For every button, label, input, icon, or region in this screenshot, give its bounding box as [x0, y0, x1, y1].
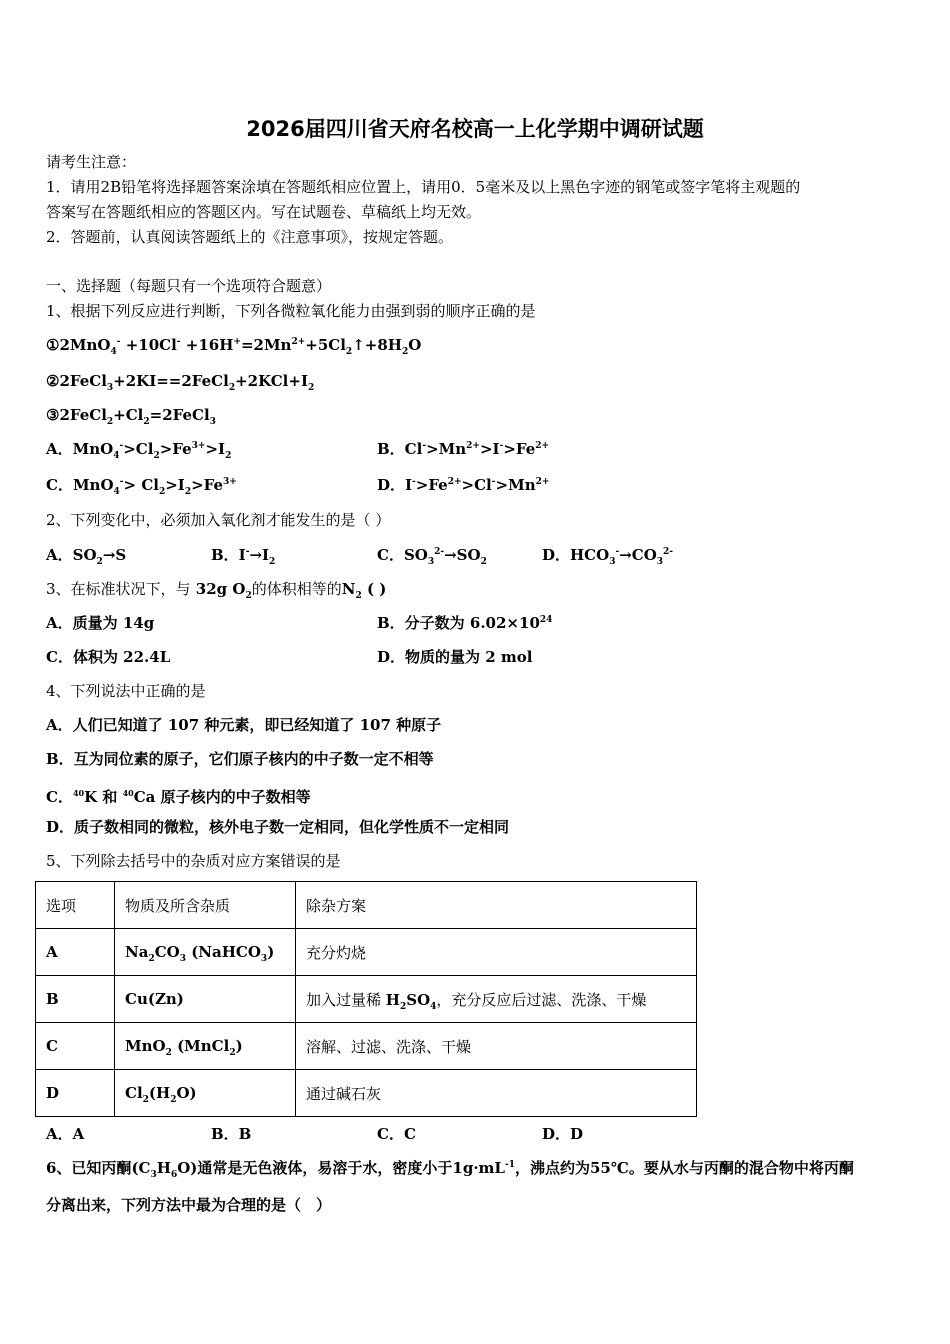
q2-option-b: B．$I^-\to I_2$	[211, 546, 276, 567]
q4-option-a: A．人们已知道了 107 种元素，即已经知道了 107 种原子	[46, 716, 442, 734]
q5-option-c: C．C	[377, 1125, 416, 1143]
cell-substance: $Na_2CO_3$ (NaHCO$_3$)	[115, 929, 296, 976]
q5-option-d: D．D	[542, 1125, 584, 1143]
notice-line-2: 答案写在答题纸相应的答题区内。写在试题卷、草稿纸上均无效。	[46, 203, 482, 221]
question-6-line-2: 分离出来，下列方法中最为合理的是（ ）	[46, 1196, 332, 1214]
cell-method: 通过碱石灰	[296, 1070, 697, 1117]
cell-substance: $Cl_2(H_2O)$	[115, 1070, 296, 1117]
q2-option-d: D．$HCO_3^-\to CO_3^{2-}$	[542, 546, 674, 567]
cell-method: 充分灼烧	[296, 929, 697, 976]
question-1-stem: 1、根据下列反应进行判断，下列各微粒氧化能力由强到弱的顺序正确的是	[46, 302, 536, 320]
q4-option-c: C．$^{40}$K 和 $^{40}$Ca 原子核内的中子数相等	[46, 788, 311, 806]
question-4-stem: 4、下列说法中正确的是	[46, 682, 206, 700]
q2-option-a: A．$SO_2\to S$	[46, 546, 127, 567]
page-title: 2026届四川省天府名校高一上化学期中调研试题	[246, 117, 704, 141]
cell-option: B	[36, 976, 115, 1023]
q1-reaction-1: ①2MnO$_4$- $+10Cl^- +16H^+=2Mn^{2+}+5Cl_2↑+8H_2O$	[46, 336, 422, 357]
table-row	[36, 976, 697, 1023]
question-3-stem: 3、在标准状况下，与 32g $O_2$的体积相等的$N_2$ ( )	[46, 580, 387, 601]
notice-line-3: 2．答题前，认真阅读答题纸上的《注意事项》，按规定答题。	[46, 228, 454, 246]
q1-option-b: B．$Cl^->Mn^{2+}>I^->Fe^{2+}$	[377, 440, 550, 458]
q1-option-c: C．$MnO_4^-> Cl_2>I_2>Fe^{3+}$	[46, 476, 237, 497]
q4-option-d: D．质子数相同的微粒，核外电子数一定相同，但化学性质不一定相同	[46, 818, 510, 836]
q5-table	[35, 881, 697, 1117]
header-option: 选项	[36, 882, 115, 929]
q3-option-b: B．分子数为 $6.02\times 10^{24}$	[377, 614, 553, 632]
q3-option-d: D．物质的量为 2 mol	[377, 648, 533, 666]
header-method: 除杂方案	[296, 882, 697, 929]
cell-option: C	[36, 1023, 115, 1070]
notice-line-1: 1．请用2B铅笔将选择题答案涂填在答题纸相应位置上，请用0．5毫米及以上黑色字迹的钢笔或签字笔将主观题的	[46, 178, 801, 196]
cell-method: 溶解、过滤、洗涤、干燥	[296, 1023, 697, 1070]
section-heading: 一、选择题（每题只有一个选项符合题意）	[46, 277, 332, 295]
q5-option-b: B．B	[211, 1125, 252, 1143]
q2-option-c: C．$SO_3^{2-}\to SO_2$	[377, 546, 487, 567]
question-5-stem: 5、下列除去括号中的杂质对应方案错误的是	[46, 852, 341, 870]
cell-substance: Cu(Zn)	[115, 976, 296, 1023]
table-row	[36, 1023, 697, 1070]
cell-option: A	[36, 929, 115, 976]
question-6-stem: 6、已知丙酮$(C_3H_6O)$通常是无色液体，易溶于水，密度小于$1g\cdot mL^{-1}$，沸点约为55℃。要从水与丙酮的混合物中将丙酮	[46, 1159, 854, 1180]
table-row	[36, 929, 697, 976]
q1-reaction-3: $③2FeCl_2+Cl_2=2FeCl_3$	[46, 406, 216, 427]
q4-option-b: B．互为同位素的原子，它们原子核内的中子数一定不相等	[46, 750, 434, 768]
q1-option-d: D．$I^->Fe^{2+}>Cl^->Mn^{2+}$	[377, 476, 550, 494]
q1-reaction-2: $②2FeCl_3+2KI==2FeCl_2+2KCl+I_2$	[46, 372, 315, 393]
q1-option-a: A．$MnO_4^->Cl_2>Fe^{3+}>I_2$	[46, 440, 232, 461]
q3-option-a: A．质量为 14g	[46, 614, 155, 632]
q3-option-c: C．体积为 22.4L	[46, 648, 171, 666]
cell-option: D	[36, 1070, 115, 1117]
table-row	[36, 1070, 697, 1117]
q5-option-a: A．A	[46, 1125, 85, 1143]
question-2-stem: 2、下列变化中，必须加入氧化剂才能发生的是（ ）	[46, 511, 391, 529]
table-header-row	[36, 882, 697, 929]
cell-substance: MnO$_2$ (MnCl$_2$)	[115, 1023, 296, 1070]
notice-heading: 请考生注意：	[46, 153, 137, 171]
header-substance: 物质及所含杂质	[115, 882, 296, 929]
cell-method: 加入过量稀 $H_2SO_4$，充分反应后过滤、洗涤、干燥	[296, 976, 697, 1023]
